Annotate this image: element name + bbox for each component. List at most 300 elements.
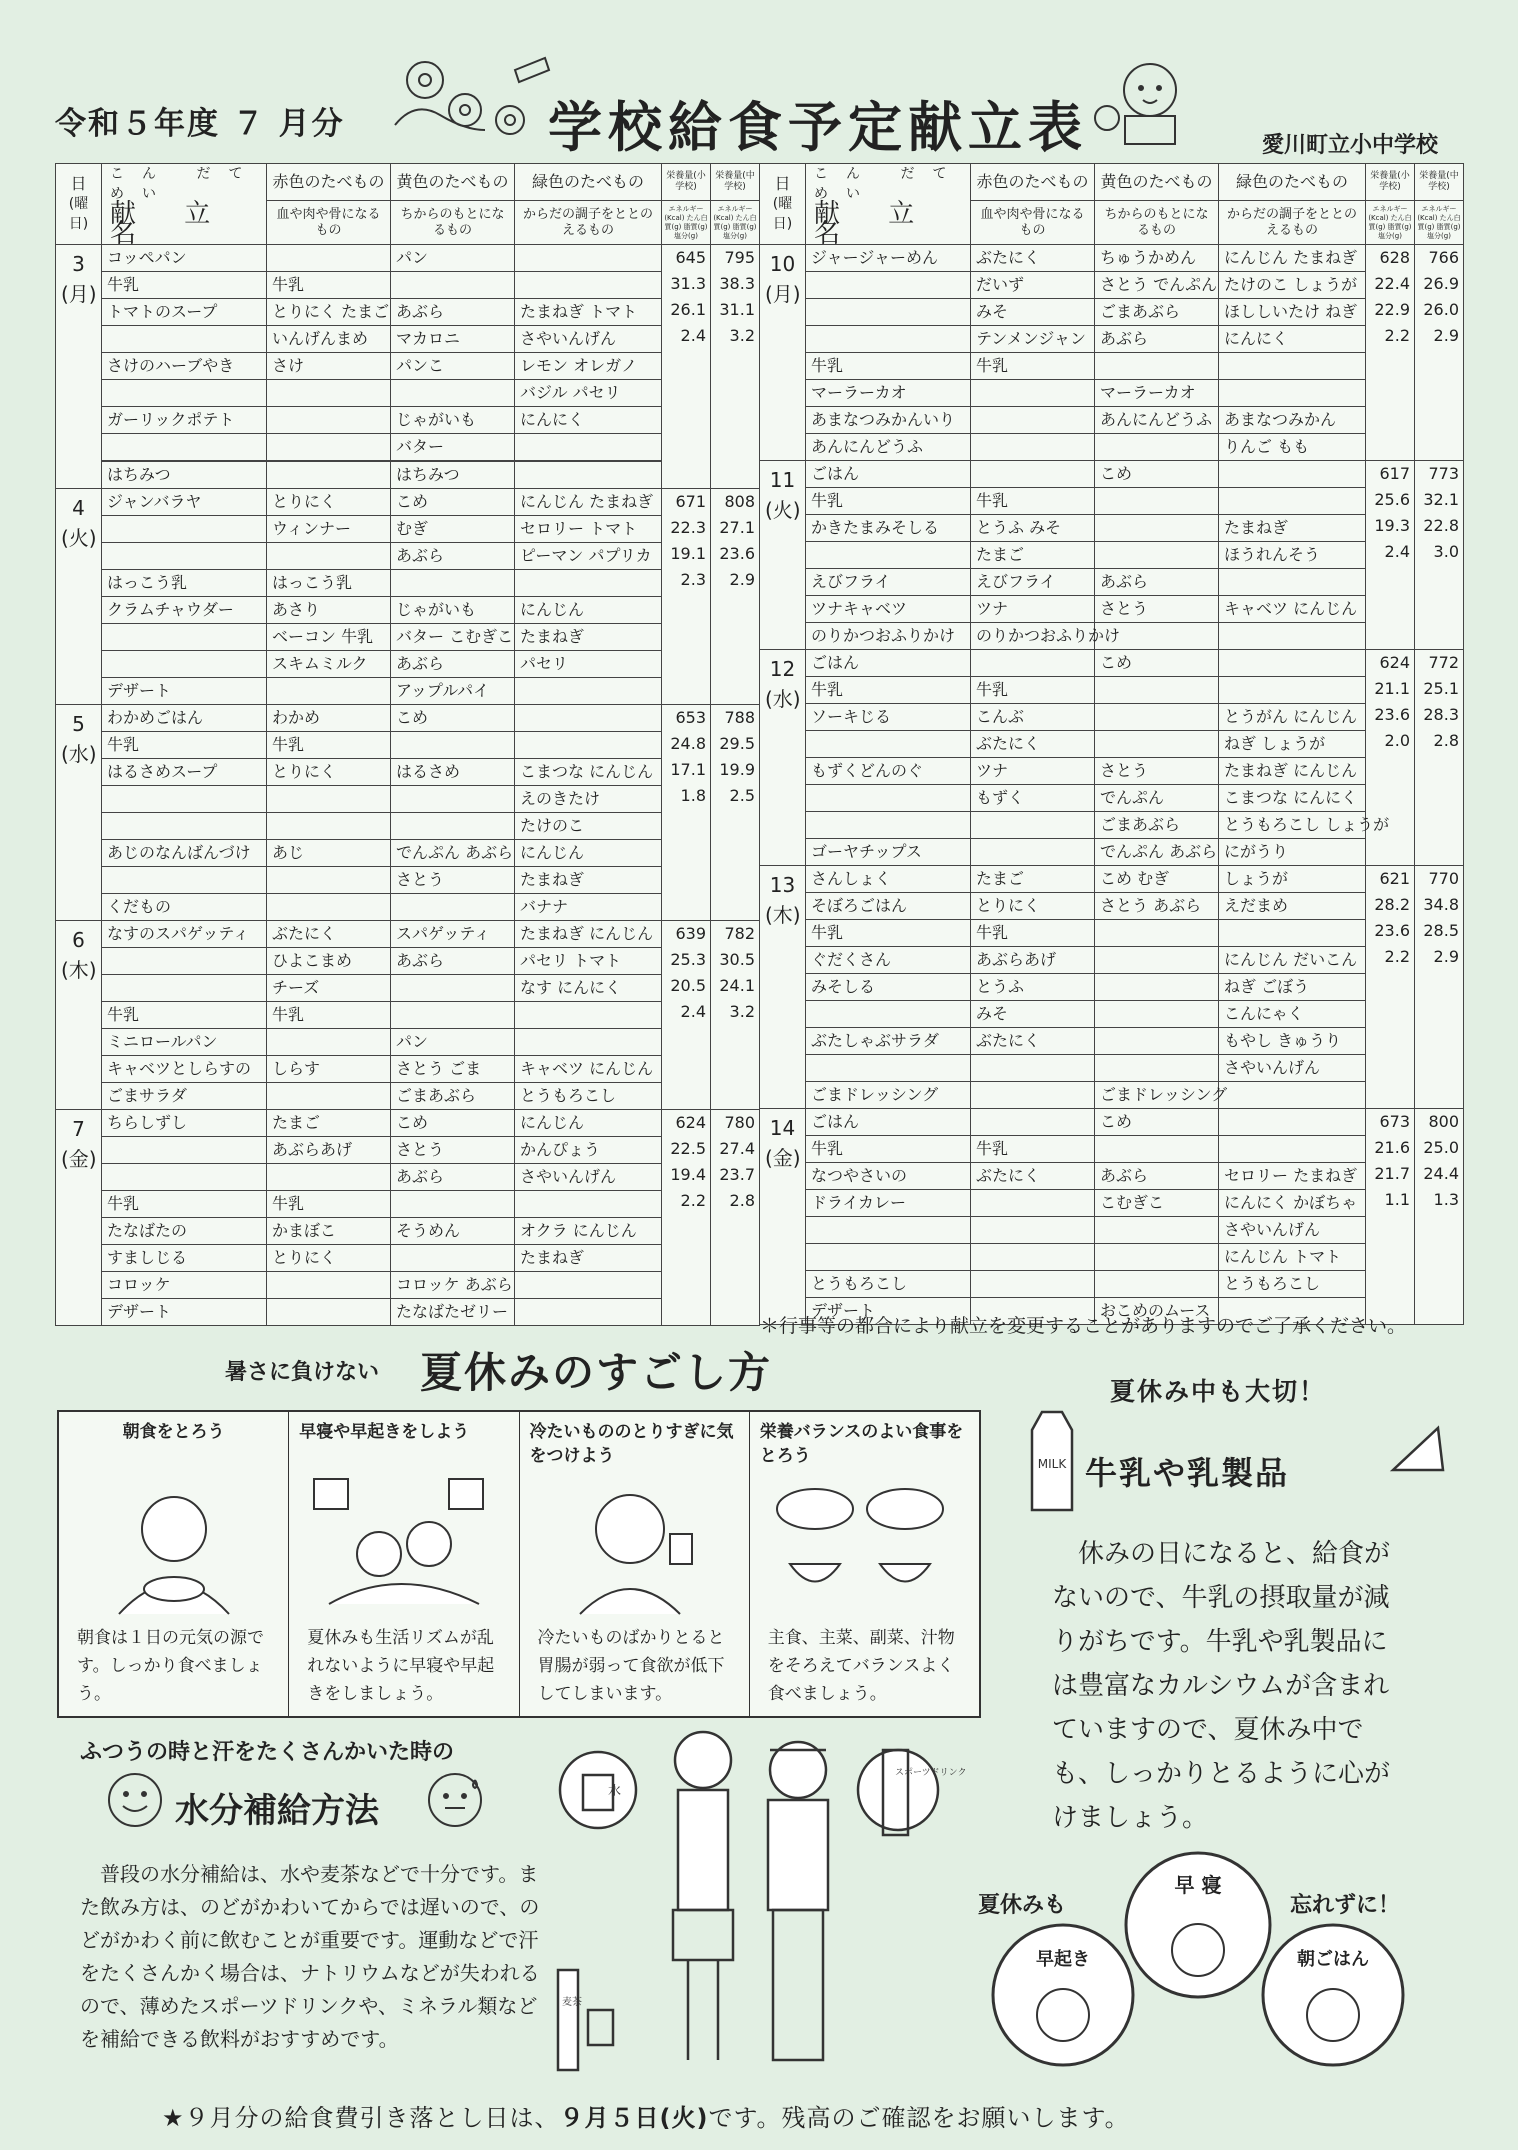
- nutrition-elementary: [662, 921, 711, 1110]
- nutrition-junior: [711, 705, 760, 921]
- red-food: [267, 462, 391, 489]
- menu-row: [56, 597, 760, 624]
- nutrition-value: 671: [675, 492, 706, 511]
- red-food: だいず: [971, 272, 1095, 299]
- yellow-food: [1095, 434, 1219, 461]
- fee-notice-suffix: です。残高のご確認をお願いします。: [708, 2104, 1130, 2132]
- menu-row: [56, 813, 760, 840]
- nutrition-value: 23.6: [1374, 921, 1410, 940]
- red-food: [267, 245, 391, 272]
- red-food: 牛乳: [971, 488, 1095, 515]
- menu-row: [56, 407, 760, 434]
- day-date: 13: [769, 873, 796, 897]
- menu-row: [56, 516, 760, 543]
- green-food: にんにく: [515, 407, 662, 434]
- yellow-food: [1095, 1217, 1219, 1244]
- summer-panel-title: 栄養バランスのよい食事をとろう: [759, 1422, 964, 1466]
- fee-notice-prefix: ★９月分の給食費引き落とし日は、: [162, 2104, 560, 2132]
- table-header-row: [760, 164, 1464, 201]
- day-weekday: (金): [765, 1146, 801, 1170]
- nutrition-elementary: [662, 245, 711, 489]
- green-food: [1219, 569, 1366, 596]
- nutrition-value: 23.7: [719, 1165, 755, 1184]
- summer-panel-title: 冷たいもののとりすぎに気をつけよう: [529, 1422, 734, 1466]
- day-weekday: (木): [61, 958, 97, 982]
- menu-row: [56, 245, 760, 272]
- menu-row: [56, 1164, 760, 1191]
- red-food: たまご: [971, 866, 1095, 893]
- day-weekday: (火): [765, 498, 801, 522]
- yellow-food: [391, 732, 515, 759]
- dish-name: コッペパン: [102, 245, 267, 272]
- menu-row: [760, 326, 1464, 353]
- reminder-left: 夏休みも: [978, 1893, 1067, 1918]
- nutrition-value: 24.4: [1423, 1164, 1459, 1183]
- dish-name: ごまサラダ: [102, 1083, 267, 1110]
- yellow-food: [1095, 704, 1219, 731]
- yellow-food: でんぷん: [1095, 785, 1219, 812]
- red-food: [267, 434, 391, 461]
- red-food: 牛乳: [267, 732, 391, 759]
- red-food: [267, 1083, 391, 1110]
- header-day-label: 日: [774, 174, 791, 193]
- menu-row: [56, 380, 760, 407]
- yellow-food: あぶら: [1095, 326, 1219, 353]
- header-green: 緑色のたべもの: [515, 164, 662, 201]
- red-food: こんぶ: [971, 704, 1095, 731]
- day-date: 11: [769, 468, 796, 492]
- green-food: たまねぎ トマト: [515, 299, 662, 326]
- header-red: 赤色のたべもの: [267, 164, 391, 201]
- nutrition-value: 19.3: [1374, 516, 1410, 535]
- day-date: 5: [72, 712, 85, 736]
- menu-row: [760, 1028, 1464, 1055]
- green-food: さやいんげん: [1219, 1055, 1366, 1082]
- red-food: [971, 461, 1095, 488]
- yellow-food: さとう: [1095, 758, 1219, 785]
- dish-name: ごはん: [806, 650, 971, 677]
- red-food: たまご: [971, 542, 1095, 569]
- nutrition-value: 19.9: [719, 760, 755, 779]
- summer-panel-title: 早寝や早起きをしよう: [299, 1422, 470, 1442]
- nutrition-value: 2.2: [680, 1191, 706, 1210]
- nutrition-value: 22.9: [1374, 300, 1410, 319]
- header-weekday-label: (曜日): [68, 196, 89, 232]
- green-food: レモン オレガノ: [515, 353, 662, 380]
- yellow-food: そうめん: [391, 1218, 515, 1245]
- fee-notice-date: ９月５日(火): [559, 2104, 709, 2132]
- menu-row: [56, 867, 760, 894]
- nutrition-value: 766: [1428, 248, 1459, 267]
- day-weekday: (木): [765, 903, 801, 927]
- summer-panel: [289, 1412, 519, 1716]
- red-food: 牛乳: [267, 272, 391, 299]
- menu-row: [760, 704, 1464, 731]
- reminder-right: 忘れずに！: [1290, 1893, 1401, 1918]
- red-food: [267, 867, 391, 894]
- red-food: スキムミルク: [267, 651, 391, 678]
- header-nutrition-junior: 栄養量(中学校): [1415, 164, 1464, 201]
- nutrition-value: 628: [1379, 248, 1410, 267]
- child-illustration: [1085, 48, 1205, 148]
- menu-row: [760, 569, 1464, 596]
- green-food: ほうれんそう: [1219, 542, 1366, 569]
- fee-notice: [162, 2098, 1130, 2133]
- dish-name: [102, 624, 267, 651]
- dish-name: [102, 326, 267, 353]
- dish-name: [806, 812, 971, 839]
- header-nutrition-elementary: 栄養量(小学校): [662, 164, 711, 201]
- menu-table-right: [759, 163, 1464, 1325]
- nutrition-value: 34.8: [1423, 895, 1459, 914]
- red-food: とうふ みそ: [971, 515, 1095, 542]
- nutrition-value: 2.9: [1433, 326, 1459, 345]
- menu-row: [760, 947, 1464, 974]
- green-food: たまねぎ: [515, 1245, 662, 1272]
- year-month-label: 令和５年度 ７ 月分: [55, 106, 345, 142]
- menu-row: [760, 596, 1464, 623]
- day-date: 14: [769, 1116, 796, 1140]
- green-food: さやいんげん: [1219, 1217, 1366, 1244]
- menu-row: [56, 975, 760, 1002]
- dish-name: 牛乳: [102, 1191, 267, 1218]
- nutrition-value: 24.8: [670, 734, 706, 753]
- red-food: [267, 543, 391, 570]
- summer-panel-title: 朝食をとろう: [122, 1422, 225, 1442]
- dish-name: ぐだくさん: [806, 947, 971, 974]
- dish-name: ごまドレッシング: [806, 1082, 971, 1109]
- dish-name: デザート: [806, 1298, 971, 1325]
- summer-tips: [57, 1410, 981, 1718]
- dish-name: 牛乳: [102, 272, 267, 299]
- menu-row: [760, 407, 1464, 434]
- nutrition-value: 1.3: [1433, 1190, 1459, 1209]
- menu-row: [56, 651, 760, 678]
- nutrition-value: 26.0: [1423, 300, 1459, 319]
- nutrition-junior: [711, 1110, 760, 1326]
- nutrition-value: 624: [675, 1113, 706, 1132]
- red-food: [971, 650, 1095, 677]
- day-cell: [56, 921, 102, 1110]
- nutrition-value: 24.1: [719, 976, 755, 995]
- yellow-food: じゃがいも: [391, 407, 515, 434]
- red-food: ぶたにく: [971, 245, 1095, 272]
- yellow-food: じゃがいも: [391, 597, 515, 624]
- nutrition-value: 21.1: [1374, 679, 1410, 698]
- nutrition-value: 31.1: [719, 300, 755, 319]
- nutrition-value: 22.8: [1423, 516, 1459, 535]
- day-weekday: (水): [61, 742, 97, 766]
- day-date: 4: [72, 496, 85, 520]
- red-food: とりにく: [267, 489, 391, 516]
- summer-panel-text: 主食、主菜、副菜、汁物をそろえてバランスよく食べましょう。: [767, 1628, 955, 1704]
- dish-name: キャベツとしらすの: [102, 1056, 267, 1083]
- header-weekday-label: (曜日): [772, 196, 793, 232]
- yellow-food: [1095, 677, 1219, 704]
- dish-name: デザート: [102, 1299, 267, 1326]
- yellow-food: あぶら: [1095, 1163, 1219, 1190]
- yellow-food: はるさめ: [391, 759, 515, 786]
- yellow-food: [1095, 947, 1219, 974]
- dish-name: [806, 1055, 971, 1082]
- nutrition-value: 2.4: [680, 326, 706, 345]
- red-food: ぶたにく: [971, 731, 1095, 758]
- menu-row: [760, 623, 1464, 650]
- red-food: えびフライ: [971, 569, 1095, 596]
- green-food: [515, 272, 662, 299]
- dish-name: コロッケ: [102, 1272, 267, 1299]
- red-food: [267, 407, 391, 434]
- menu-table-left: [55, 163, 760, 1326]
- menu-row: [760, 515, 1464, 542]
- dish-name: みそしる: [806, 974, 971, 1001]
- green-food: たまねぎ: [515, 624, 662, 651]
- dish-name: 牛乳: [806, 920, 971, 947]
- menu-row: [56, 1299, 760, 1326]
- red-food: わかめ: [267, 705, 391, 732]
- header-yellow-sub: ちからのもとになるもの: [1095, 201, 1219, 245]
- nutrition-value: 808: [724, 492, 755, 511]
- school-name: 愛川町立小中学校: [1262, 133, 1439, 158]
- nutrition-elementary: [1366, 461, 1415, 650]
- dish-name: ぶたしゃぶサラダ: [806, 1028, 971, 1055]
- red-food: 牛乳: [267, 1191, 391, 1218]
- green-food: さやいんげん: [515, 326, 662, 353]
- green-food: ねぎ ごぼう: [1219, 974, 1366, 1001]
- dish-name: わかめごはん: [102, 705, 267, 732]
- menu-row: [56, 732, 760, 759]
- green-food: [1219, 488, 1366, 515]
- header-red-sub: 血や肉や骨になるもの: [971, 201, 1095, 245]
- menu-schedule: [55, 163, 1463, 1321]
- dish-name: もずくどんのぐ: [806, 758, 971, 785]
- milk-carton-icon: [1022, 1405, 1082, 1515]
- nutrition-value: 22.4: [1374, 274, 1410, 293]
- red-food: とりにく たまご: [267, 299, 391, 326]
- red-food: もずく: [971, 785, 1095, 812]
- green-food: えだまめ: [1219, 893, 1366, 920]
- red-food: [267, 1299, 391, 1326]
- header-red-sub: 血や肉や骨になるもの: [267, 201, 391, 245]
- menu-row: [56, 786, 760, 813]
- dish-name: [806, 299, 971, 326]
- nutrition-value: 17.1: [670, 760, 706, 779]
- dish-name: はちみつ: [102, 462, 267, 489]
- red-food: 牛乳: [971, 353, 1095, 380]
- red-food: さけ: [267, 353, 391, 380]
- green-food: にがうり: [1219, 839, 1366, 866]
- menu-row: [760, 650, 1464, 677]
- yellow-food: [1095, 1271, 1219, 1298]
- nutrition-value: 31.3: [670, 274, 706, 293]
- dish-name: 牛乳: [102, 1002, 267, 1029]
- dish-name: [806, 272, 971, 299]
- red-food: [971, 1217, 1095, 1244]
- red-food: とりにく: [267, 759, 391, 786]
- dish-name: あんにんどうふ: [806, 434, 971, 461]
- green-food: [515, 434, 662, 461]
- green-food: [515, 1029, 662, 1056]
- green-food: ほししいたけ ねぎ: [1219, 299, 1366, 326]
- green-food: たまねぎ にんじん: [1219, 758, 1366, 785]
- menu-row: [56, 948, 760, 975]
- green-food: たけのこ: [515, 813, 662, 840]
- menu-row: [760, 1109, 1464, 1136]
- nutrition-value: 800: [1428, 1112, 1459, 1131]
- red-food: [971, 812, 1095, 839]
- nutrition-value: 2.2: [1384, 326, 1410, 345]
- dish-name: とうもろこし: [806, 1271, 971, 1298]
- dish-name: ジャンバラヤ: [102, 489, 267, 516]
- header-green-sub: からだの調子をととのえるもの: [1219, 201, 1366, 245]
- green-food: にんじん トマト: [1219, 1244, 1366, 1271]
- nutrition-value: 624: [1379, 653, 1410, 672]
- green-food: たまねぎ にんじん: [515, 921, 662, 948]
- nutrition-value: 645: [675, 248, 706, 267]
- green-food: [515, 1191, 662, 1218]
- green-food: [1219, 353, 1366, 380]
- header-nutrition-labels: エネルギー(Kcal) たん白質(g) 脂質(g) 塩分(g): [711, 201, 760, 245]
- nutrition-value: 3.2: [729, 1002, 755, 1021]
- green-food: [515, 462, 662, 489]
- red-food: とりにく: [267, 1245, 391, 1272]
- red-food: ベーコン 牛乳: [267, 624, 391, 651]
- kids-drinking-illustration: [548, 1720, 967, 2080]
- red-food: 牛乳: [971, 677, 1095, 704]
- milk-carton-label: MILK: [1037, 1457, 1067, 1471]
- dish-name: さんしょく: [806, 866, 971, 893]
- nutrition-value: 27.4: [719, 1139, 755, 1158]
- dish-name: [102, 1164, 267, 1191]
- table-header-row: [56, 164, 760, 201]
- yellow-food: こめ: [391, 1110, 515, 1137]
- nutrition-value: 19.1: [670, 544, 706, 563]
- summer-panel-text: 冷たいものばかりとると胃腸が弱って食欲が低下してしまいます。: [537, 1628, 725, 1704]
- red-food: あじ: [267, 840, 391, 867]
- green-food: セロリー トマト: [515, 516, 662, 543]
- yellow-food: さとう: [391, 867, 515, 894]
- dish-name: ごはん: [806, 1109, 971, 1136]
- day-weekday: (水): [765, 687, 801, 711]
- menu-row: [760, 839, 1464, 866]
- sweat-face-icon: [425, 1770, 485, 1830]
- menu-row: [56, 921, 760, 948]
- green-food: さやいんげん: [515, 1164, 662, 1191]
- red-food: たまご: [267, 1110, 391, 1137]
- day-date: 7: [72, 1117, 85, 1141]
- nutrition-value: 21.6: [1374, 1138, 1410, 1157]
- yellow-food: [1095, 920, 1219, 947]
- green-food: [1219, 1082, 1366, 1109]
- yellow-food: [391, 813, 515, 840]
- menu-row: [56, 1083, 760, 1110]
- water-title: 水分補給方法: [175, 1791, 379, 1831]
- cold-drink-illustration: [540, 1474, 720, 1614]
- yellow-food: バター: [391, 434, 515, 461]
- nutrition-value: 28.5: [1423, 921, 1459, 940]
- day-date: 10: [769, 252, 796, 276]
- dish-name: [102, 380, 267, 407]
- green-food: かんぴょう: [515, 1137, 662, 1164]
- dish-name: 牛乳: [806, 488, 971, 515]
- green-food: とうもろこし: [1219, 1271, 1366, 1298]
- header-yellow: 黄色のたべもの: [391, 164, 515, 201]
- nutrition-junior: [1415, 866, 1464, 1109]
- header-nutrition-junior: 栄養量(中学校): [711, 164, 760, 201]
- green-food: りんご もも: [1219, 434, 1366, 461]
- nutrition-value: 2.2: [1384, 947, 1410, 966]
- red-food: [971, 434, 1095, 461]
- nutrition-value: 780: [724, 1113, 755, 1132]
- menu-row: [56, 1272, 760, 1299]
- menu-row: [760, 974, 1464, 1001]
- red-food: [267, 1029, 391, 1056]
- nutrition-value: 2.9: [1433, 947, 1459, 966]
- dish-name: [102, 813, 267, 840]
- red-food: [971, 1271, 1095, 1298]
- dish-name: [806, 785, 971, 812]
- yellow-food: [1095, 1136, 1219, 1163]
- dish-name: [806, 1244, 971, 1271]
- nutrition-value: 788: [724, 708, 755, 727]
- milk-header: 夏休み中も大切！: [1110, 1377, 1327, 1406]
- menu-row: [760, 731, 1464, 758]
- dish-name: クラムチャウダー: [102, 597, 267, 624]
- dish-name: たなばたの: [102, 1218, 267, 1245]
- dish-name: [102, 975, 267, 1002]
- nutrition-value: 772: [1428, 653, 1459, 672]
- green-food: [515, 1272, 662, 1299]
- menu-row: [760, 1136, 1464, 1163]
- red-food: チーズ: [267, 975, 391, 1002]
- nutrition-value: 38.3: [719, 274, 755, 293]
- dish-name: [102, 948, 267, 975]
- dish-name: マーラーカオ: [806, 380, 971, 407]
- green-food: [515, 245, 662, 272]
- yellow-food: あんにんどうふ: [1095, 407, 1219, 434]
- nutrition-value: 28.3: [1423, 705, 1459, 724]
- summer-panel-text: 夏休みも生活リズムが乱れないように早寝や早起きをしましょう。: [307, 1628, 495, 1704]
- nutrition-junior: [711, 921, 760, 1110]
- menu-row: [760, 488, 1464, 515]
- nutrition-value: 23.6: [1374, 705, 1410, 724]
- yellow-food: はちみつ: [391, 462, 515, 489]
- day-cell: [760, 866, 806, 1109]
- yellow-food: こめ: [1095, 650, 1219, 677]
- change-notice: ＊行事等の都合により献立を変更することがありますのでご了承ください。: [760, 1315, 1407, 1337]
- dish-name: ソーキじる: [806, 704, 971, 731]
- yellow-food: あぶら: [391, 299, 515, 326]
- reminder-early-rise: 早起き: [1036, 1949, 1090, 1970]
- yellow-food: [1095, 1055, 1219, 1082]
- menu-row: [760, 677, 1464, 704]
- red-food: のりかつおふりかけ: [971, 623, 1095, 650]
- yellow-food: [1095, 1001, 1219, 1028]
- dish-name: 牛乳: [806, 1136, 971, 1163]
- red-food: [971, 380, 1095, 407]
- menu-row: [760, 1190, 1464, 1217]
- menu-row: [760, 1271, 1464, 1298]
- yellow-food: [1095, 488, 1219, 515]
- dish-name: ごはん: [806, 461, 971, 488]
- green-food: にんじん だいこん: [1219, 947, 1366, 974]
- reminder-breakfast: 朝ごはん: [1297, 1949, 1369, 1970]
- day-date: 3: [72, 252, 85, 276]
- menu-row: [760, 272, 1464, 299]
- red-food: [267, 678, 391, 705]
- nutrition-value: 27.1: [719, 518, 755, 537]
- nutrition-value: 773: [1428, 464, 1459, 483]
